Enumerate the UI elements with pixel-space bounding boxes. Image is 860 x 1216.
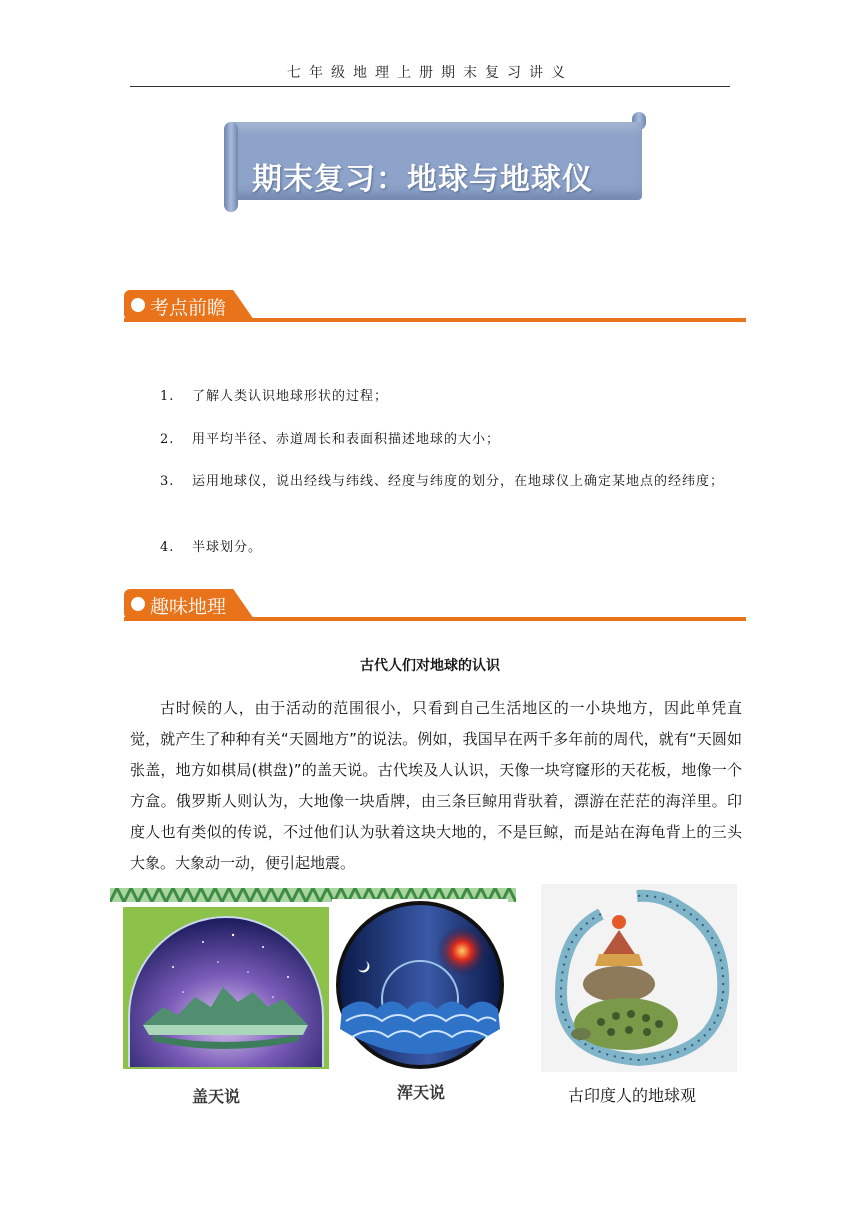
header-rule [130,86,730,87]
article-body: 古时候的人，由于活动的范围很小，只看到自己生活地区的一小块地方，因此单凭直觉，就产生了种种有关“天圆地方”的说法。例如，我国早在两千多年前的周代，就有“天圆如张盖，地方如棋局(棋盘)”的盖天说。古代埃及人认识，天像一块穹窿形的天花板，地像一个方盒。俄罗斯人则认为，大地像一块盾牌，由三条巨鲸用背驮着，漂游在茫茫的海洋里。印度人也有类似的传说，不过他们认为驮着这块大地的，不是巨鲸，而是站在海龟背上的三头大象。大象动一动，便引起地震。 [130,699,742,872]
objective-text: 用平均半径、赤道周长和表面积描述地球的大小； [192,432,501,447]
article-title: 古代人们对地球的认识 [360,658,500,674]
objective-text: 半球划分。 [192,540,263,555]
section-title: 考点前瞻 [150,297,227,319]
banner-title: 期末复习：地球与地球仪 [252,162,593,197]
objective-item [130,427,730,453]
objective-number: 2. [160,432,175,447]
objective-number: 3. [160,474,175,489]
objective-item [130,535,730,561]
caption-huntian: 浑天说 [397,1083,446,1102]
gaitian-illustration [123,907,329,1069]
objective-number: 4. [160,540,175,555]
objective-text: 了解人类认识地球形状的过程； [192,389,389,404]
title-banner [224,112,646,210]
india-cosmos-illustration [541,884,737,1072]
objective-number: 1. [160,389,175,404]
bullet-dot-icon [131,597,145,611]
objective-item [130,469,730,495]
page-header: 七年级地理上册期末复习讲义 [287,65,573,81]
objective-text: 运用地球仪，说出经线与纬线、经度与纬度的划分，在地球仪上确定某地点的经纬度； [192,474,725,489]
section-title: 趣味地理 [150,596,227,618]
caption-gaitian: 盖天说 [192,1087,241,1106]
banner-roll-left [224,122,238,212]
caption-india: 古印度人的地球观 [568,1086,697,1105]
section-preview-heading [124,290,746,324]
bullet-dot-icon [131,298,145,312]
section-fun-heading [124,589,746,623]
objective-item [130,384,730,410]
huntian-illustration [332,899,508,1071]
